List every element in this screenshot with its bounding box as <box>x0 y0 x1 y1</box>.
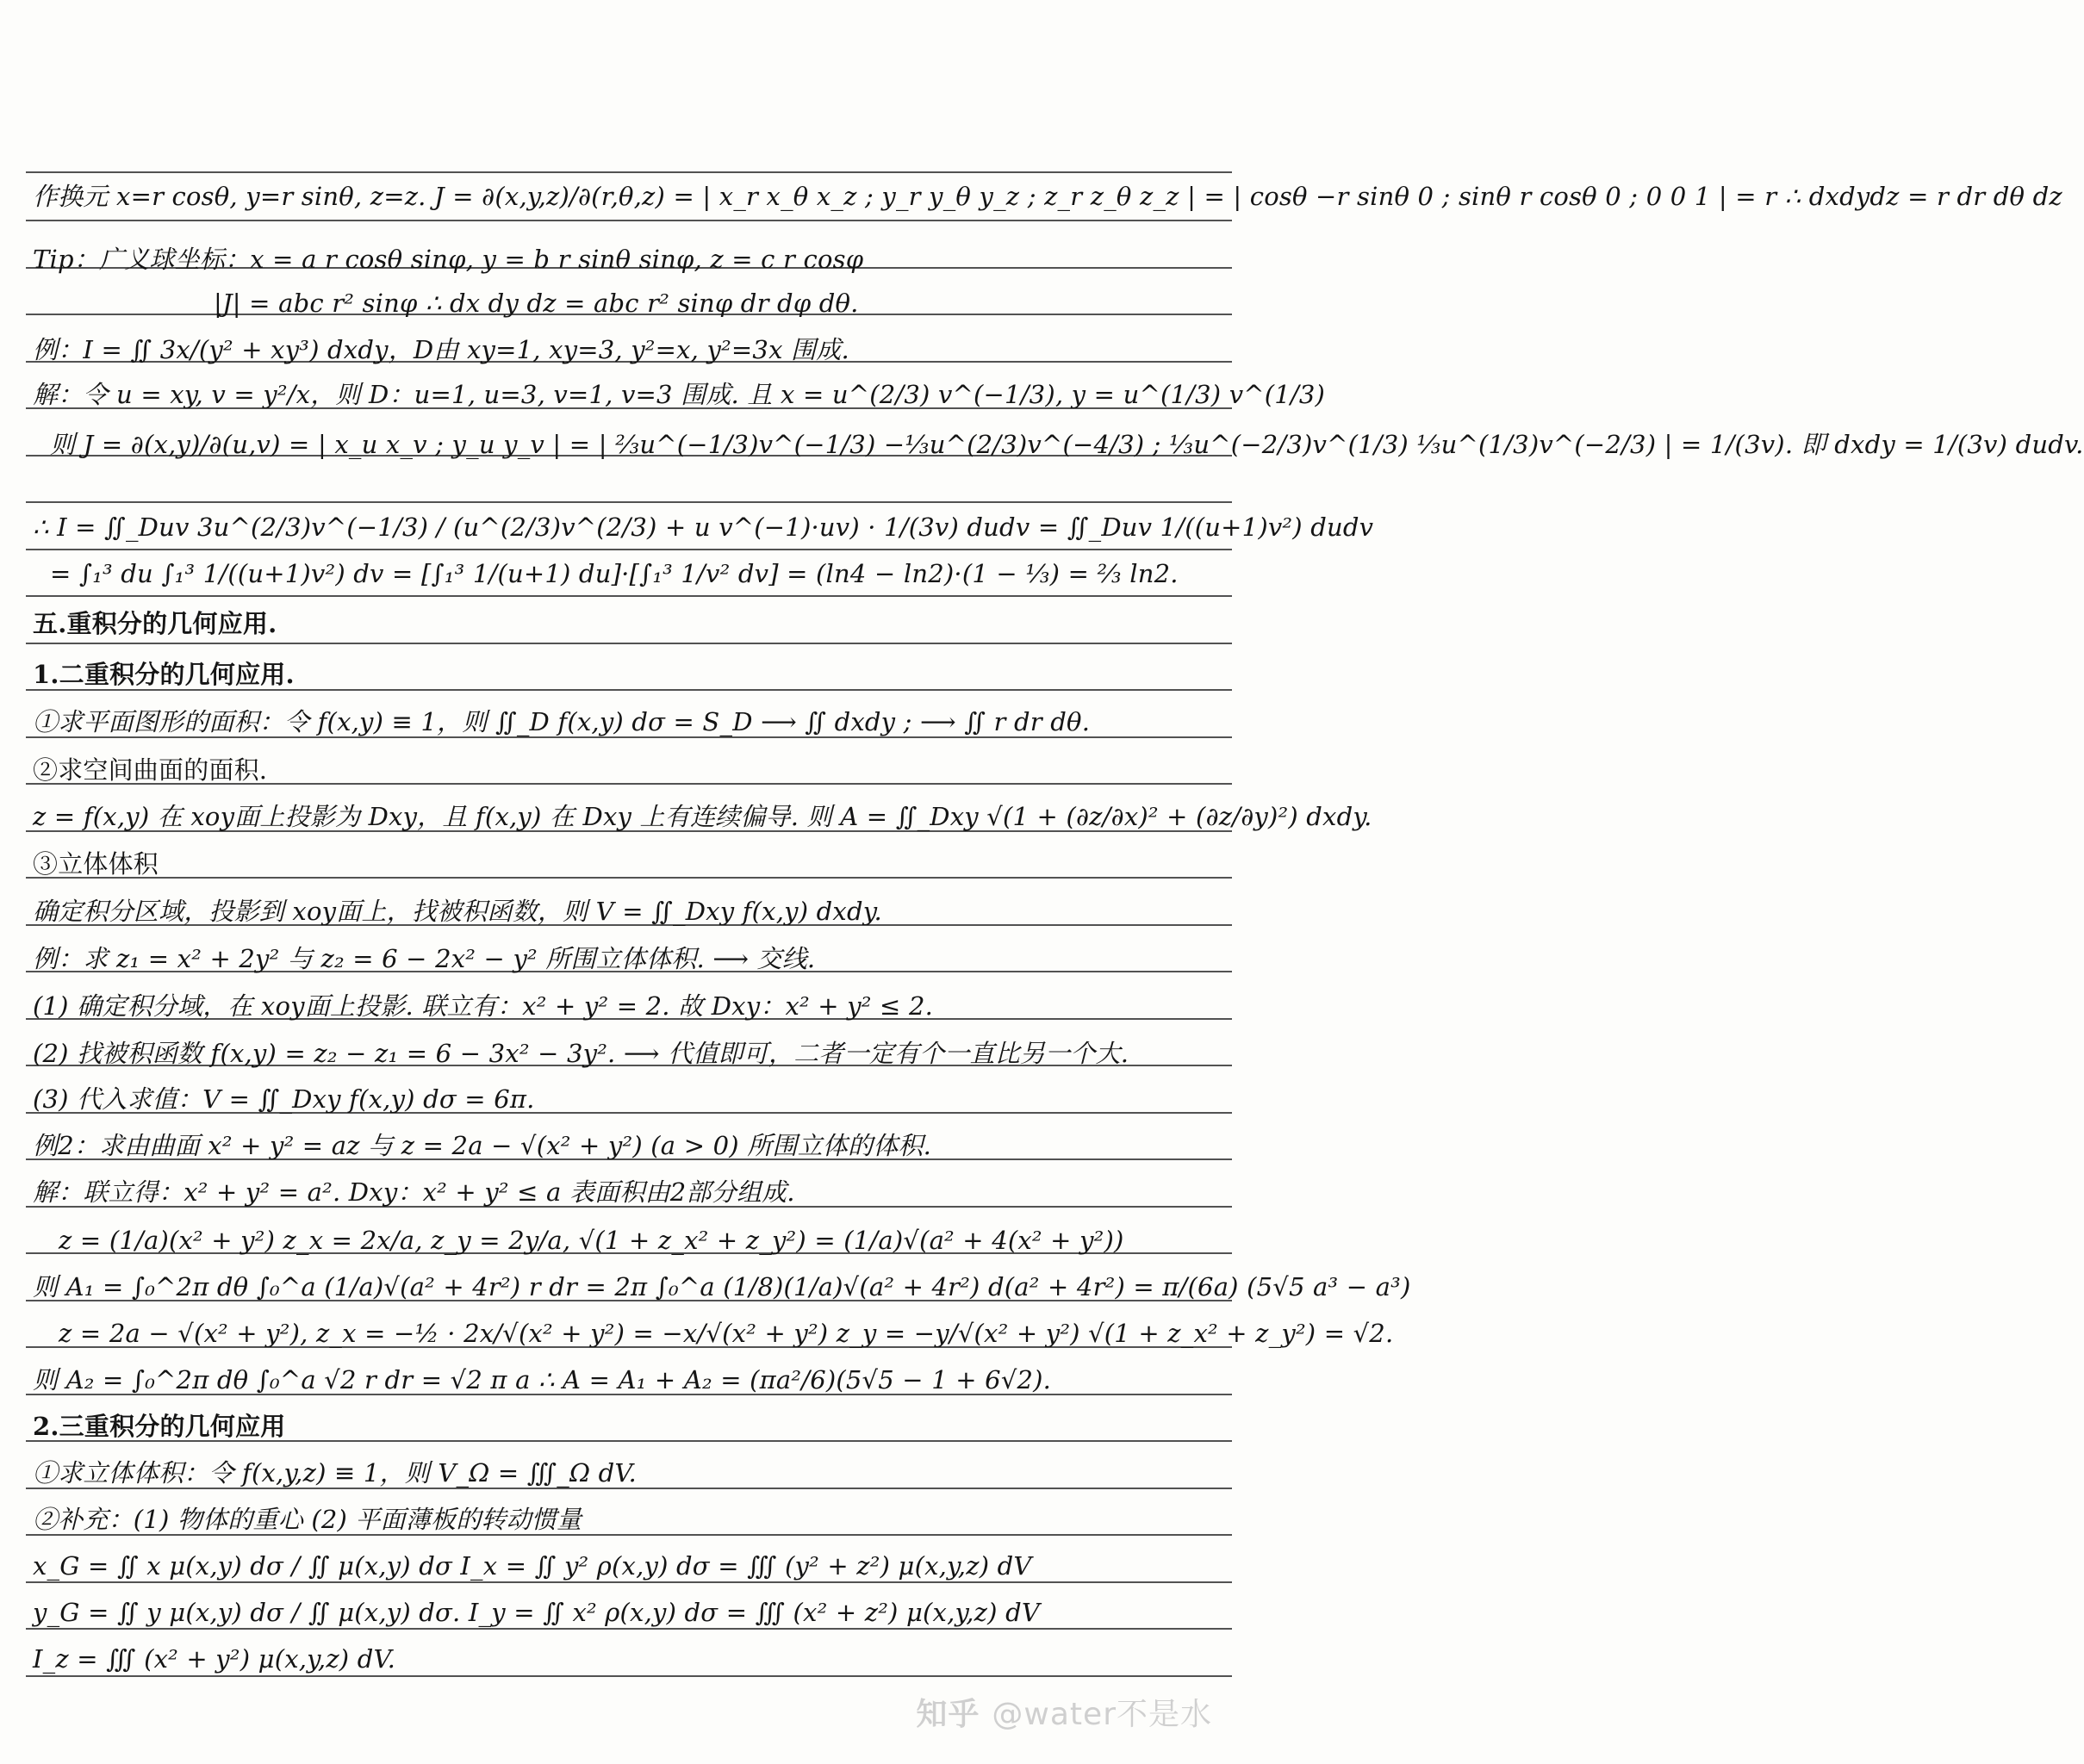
note-line-surface-area-formula: z = f(x,y) 在 xoy面上投影为 Dxy，且 f(x,y) 在 Dxy 上有连续偏导. 则 A = ∬_Dxy √(1 + (∂z/∂x)² + (∂z/∂y)²) dxdy. <box>33 802 1372 831</box>
subsection-heading-double: 1.二重积分的几何应用. <box>33 660 295 689</box>
note-line-step-3: (3) 代入求值：V = ∬_Dxy f(x,y) dσ = 6π. <box>33 1084 535 1114</box>
note-line-plane-area: ①求平面图形的面积：令 f(x,y) ≡ 1，则 ∬_D f(x,y) dσ = S_D ⟶ ∬ dxdy ; ⟶ ∬ r dr dθ. <box>33 707 1091 736</box>
section-heading-5: 五.重积分的几何应用. <box>33 609 277 638</box>
zhihu-logo: 知乎 <box>916 1697 980 1732</box>
note-line-cylindrical-substitution: 作换元 x=r cosθ, y=r sinθ, z=z. J = ∂(x,y,z)/∂(r,θ,z) = | x_r x_θ x_z ; y_r y_θ y_z ; z_r z_θ z_z | = | cosθ −r sinθ 0 ; sinθ r cosθ 0 ; 0 0 1 | = r ∴ dxdydz = r dr dθ dz <box>33 182 2062 211</box>
subsection-heading-triple: 2.三重积分的几何应用 <box>33 1412 286 1441</box>
note-line-triple-volume: ①求立体体积：令 f(x,y,z) ≡ 1，则 V_Ω = ∭_Ω dV. <box>33 1458 637 1488</box>
note-line-jacobian-uv: 则 J = ∂(x,y)/∂(u,v) = | x_u x_v ; y_u y_v | = | ⅔u^(−1/3)v^(−1/3) −⅓u^(2/3)v^(−4/3) ; ⅓u^(−2/3)v^(1/3) ⅓u^(1/3)v^(−2/3) | = 1/(3v). 即 dxdy = 1/(3v) dudv. <box>50 430 2084 459</box>
note-line-example-2-solution: 解：联立得：x² + y² = a². Dxy：x² + y² ≤ a 表面积由2部分组成. <box>33 1177 795 1207</box>
note-line-surface-area-title: ②求空间曲面的面积. <box>33 755 268 785</box>
note-line-example-volume: 例：求 z₁ = x² + 2y² 与 z₂ = 6 − 2x² − y² 所围立体体积. ⟶ 交线. <box>33 944 816 973</box>
note-line-step-1: (1) 确定积分域，在 xoy面上投影. 联立有：x² + y² = 2. 故 Dxy：x² + y² ≤ 2. <box>33 991 934 1021</box>
note-line-example-1: 例：I = ∬ 3x/(y² + xy³) dxdy，D由 xy=1, xy=3, y²=x, y²=3x 围成. <box>33 335 849 364</box>
note-line-integral-result: = ∫₁³ du ∫₁³ 1/((u+1)v²) dv = [∫₁³ 1/(u+1) du]·[∫₁³ 1/v² dv] = (ln4 − ln2)·(1 − ⅓) = ⅔ ln2. <box>50 559 1179 588</box>
note-line-centroid-x: x_G = ∬ x μ(x,y) dσ / ∬ μ(x,y) dσ I_x = ∬ y² ρ(x,y) dσ = ∭ (y² + z²) μ(x,y,z) dV <box>33 1551 1032 1581</box>
note-line-area-a2: 则 A₂ = ∫₀^2π dθ ∫₀^a √2 r dr = √2 π a ∴ A = A₁ + A₂ = (πa²/6)(5√5 − 1 + 6√2). <box>33 1365 1052 1394</box>
note-line-step-2: (2) 找被积函数 f(x,y) = z₂ − z₁ = 6 − 3x² − 3y². ⟶ 代值即可，二者一定有个一直比另一个大. <box>33 1039 1129 1068</box>
note-line-jacobian-abc: |J| = abc r² sinφ ∴ dx dy dz = abc r² sinφ dr dφ dθ. <box>214 289 859 318</box>
note-line-supplement: ②补充：(1) 物体的重心 (2) 平面薄板的转动惯量 <box>33 1505 582 1534</box>
note-line-example-2: 例2：求由曲面 x² + y² = az 与 z = 2a − √(x² + y²) (a > 0) 所围立体的体积. <box>33 1131 932 1160</box>
note-line-cone-partials: z = 2a − √(x² + y²), z_x = −½ · 2x/√(x² + y²) = −x/√(x² + y²) z_y = −y/√(x² + y²) √(1 + z_x² + z_y²) = √2. <box>59 1319 1394 1348</box>
note-line-area-a1: 则 A₁ = ∫₀^2π dθ ∫₀^a (1/a)√(a² + 4r²) r dr = 2π ∫₀^a (1/8)(1/a)√(a² + 4r²) d(a² + 4r²) = π/(6a) (5√5 a³ − a³) <box>33 1272 1411 1301</box>
note-line-centroid-y: y_G = ∬ y μ(x,y) dσ / ∬ μ(x,y) dσ. I_y = ∬ x² ρ(x,y) dσ = ∭ (x² + z²) μ(x,y,z) dV <box>33 1598 1040 1627</box>
note-line-z-partials: z = (1/a)(x² + y²) z_x = 2x/a, z_y = 2y/a, √(1 + z_x² + z_y²) = (1/a)√(a² + 4(x² + y²)) <box>59 1226 1124 1255</box>
watermark-handle: @water不是水 <box>992 1697 1212 1732</box>
note-line-moment-z: I_z = ∭ (x² + y²) μ(x,y,z) dV. <box>33 1644 395 1674</box>
note-line-tip-spherical: Tip：广义球坐标：x = a r cosθ sinφ, y = b r sinθ sinφ, z = c r cosφ <box>33 245 864 274</box>
note-line-integral-transform: ∴ I = ∬_Duv 3u^(2/3)v^(−1/3) / (u^(2/3)v^(2/3) + u v^(−1)·uv) · 1/(3v) dudv = ∬_Duv 1/((u+1)v²) dudv <box>33 512 1374 542</box>
watermark <box>916 1690 1212 1734</box>
note-line-volume-title: ③立体体积 <box>33 849 159 879</box>
note-line-solution-substitution: 解：令 u = xy, v = y²/x，则 D：u=1, u=3, v=1, v=3 围成. 且 x = u^(2/3) v^(−1/3), y = u^(1/3) v^(1/3) <box>33 380 1326 409</box>
note-line-volume-formula: 确定积分区域，投影到 xoy面上，找被积函数，则 V = ∬_Dxy f(x,y) dxdy. <box>33 897 882 926</box>
